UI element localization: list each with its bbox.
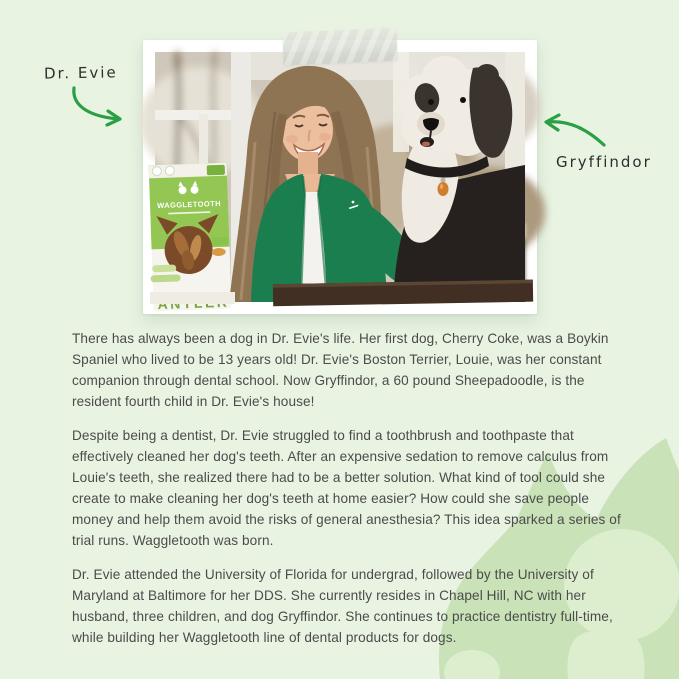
product-bag: [147, 163, 232, 313]
curved-arrow-left-icon: [60, 84, 132, 130]
story-text-block: [72, 328, 628, 661]
bag-brand-text: WAGGLETOOTH: [156, 198, 222, 211]
story-paragraph: Dr. Evie attended the University of Florida for undergrad, followed by the University of Maryland at Baltimore for her DDS. She currently resides in Chapel Hill, NC with her husband, three children, and dog Gryffindor. She continues to practice dentistry full-time, while building her Waggletooth line of dental products for dogs.: [72, 567, 613, 645]
curved-arrow-right-icon: [538, 112, 610, 152]
dr-evie-label: Dr. Evie: [43, 63, 118, 83]
photo-image: [155, 52, 525, 302]
story-paragraph: There has always been a dog in Dr. Evie's life. Her first dog, Cherry Coke, was a Boykin Spaniel who lived to be 13 years old! Dr. Evie's Boston Terrier, Louie, was her constant companion through dental school. Now Gryffindor, a 60 pound Sheepadoodle, is the resident fourth child in Dr. Evie's house!: [72, 331, 609, 409]
tape-strip: [282, 28, 397, 66]
table-edge: [273, 280, 533, 307]
story-paragraph: Despite being a dentist, Dr. Evie struggled to find a toothbrush and toothpaste that effectively cleaned her dog's teeth. After an expensive sedation to remove calculus from Louie's teeth, she realized there had to be a better solution. What kind of tool could she create to make cleaning her dog's teeth at home easier? How could she save people money and help them avoid the risks of general anesthesia? This idea sparked a series of trial runs. Waggletooth was born.: [72, 428, 621, 548]
gryffindor-label: Gryffindor: [556, 153, 652, 171]
window-sill: [150, 292, 235, 304]
photo-card: [143, 40, 537, 314]
